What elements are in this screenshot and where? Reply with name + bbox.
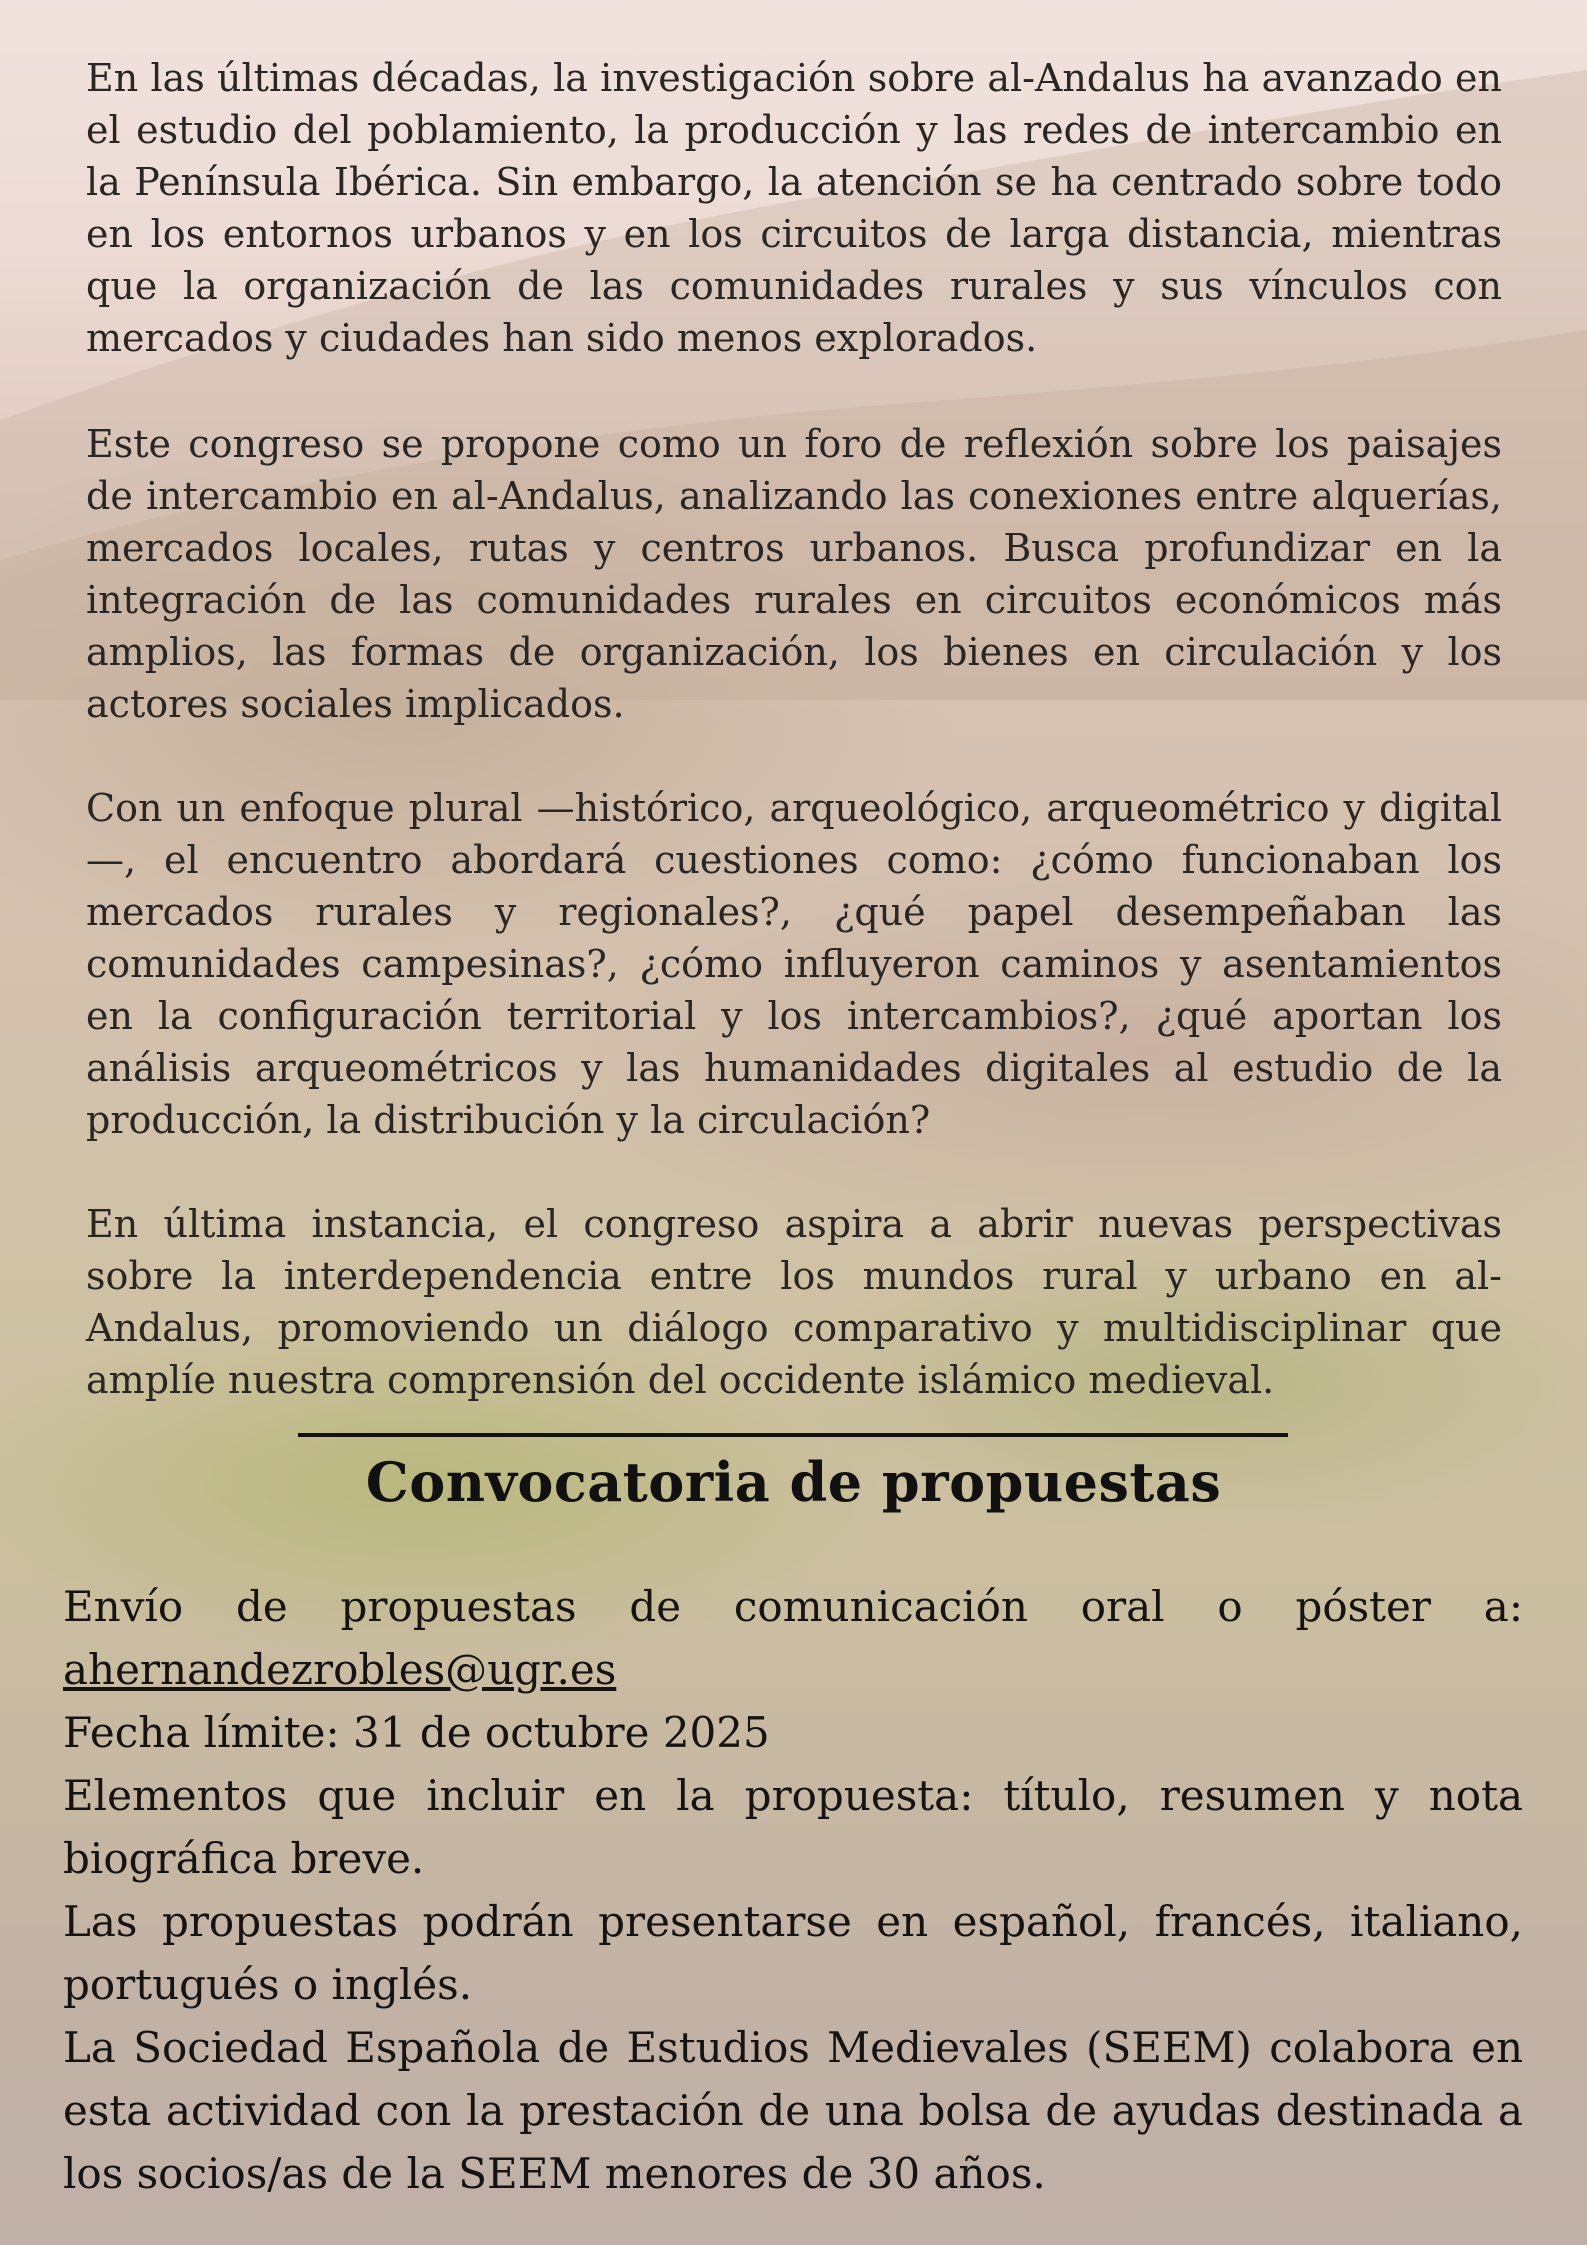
intro-paragraph-3: Con un enfoque plural —histórico, arqueológico, arqueométrico y digital—, el encuentro abordará cuestiones como: ¿cómo funcionaban los mercados rurales y regionales?, ¿qué papel desempeñaban las comunidades campesinas?, ¿cómo influyeron caminos y asentamientos en la configuración territorial y los intercambios?, ¿qué aportan los análisis arqueométricos y las humanidades digitales al estudio de la producción, la distribución y la circulación? [86, 786, 1502, 1142]
intro-paragraph-4: En última instancia, el congreso aspira a abrir nuevas perspectivas sobre la interdependencia entre los mundos rural y urbano en al-Andalus, promoviendo un diálogo comparativo y multidisciplinar que amplíe nuestra comprensión del occidente islámico medieval. [86, 1202, 1502, 1402]
seem-text: La Sociedad Española de Estudios Medievales (SEEM) colabora en esta actividad con la prestación de una bolsa de ayudas destinada a los socios/as de la SEEM menores de 30 años. [63, 2023, 1523, 2198]
proposal-elements-text: Elementos que incluir en la propuesta: título, resumen y nota biográfica breve. [63, 1771, 1523, 1883]
intro-paragraph-1: En las últimas décadas, la investigación sobre al-Andalus ha avanzado en el estudio del poblamiento, la producción y las redes de intercambio en la Península Ibérica. Sin embargo, la atención se ha centrado sobre todo en los entornos urbanos y en los circuitos de larga distancia, mientras que la organización de las comunidades rurales y sus vínculos con mercados y ciudades han sido menos explorados. [86, 56, 1502, 360]
call-for-papers-heading: Convocatoria de propuestas [365, 1450, 1222, 1514]
email-line [63, 1638, 1523, 1701]
call-for-papers-details [63, 1575, 1523, 2205]
deadline-text: Fecha límite: 31 de octubre 2025 [63, 1708, 770, 1757]
intro-paragraph-2: Este congreso se propone como un foro de reflexión sobre los paisajes de intercambio en al-Andalus, analizando las conexiones entre alquerías, mercados locales, rutas y centros urbanos. Busca profundizar en la integración de las comunidades rurales en circuitos económicos más amplios, las formas de organización, los bienes en circulación y los actores sociales implicados. [86, 422, 1502, 726]
email-link[interactable]: ahernandezrobles@ugr.es [63, 1645, 617, 1694]
languages-text: Las propuestas podrán presentarse en español, francés, italiano, portugués o inglés. [63, 1897, 1523, 2009]
submission-text: Envío de propuestas de comunicación oral o póster a: [63, 1582, 1523, 1631]
section-divider [298, 1433, 1288, 1437]
